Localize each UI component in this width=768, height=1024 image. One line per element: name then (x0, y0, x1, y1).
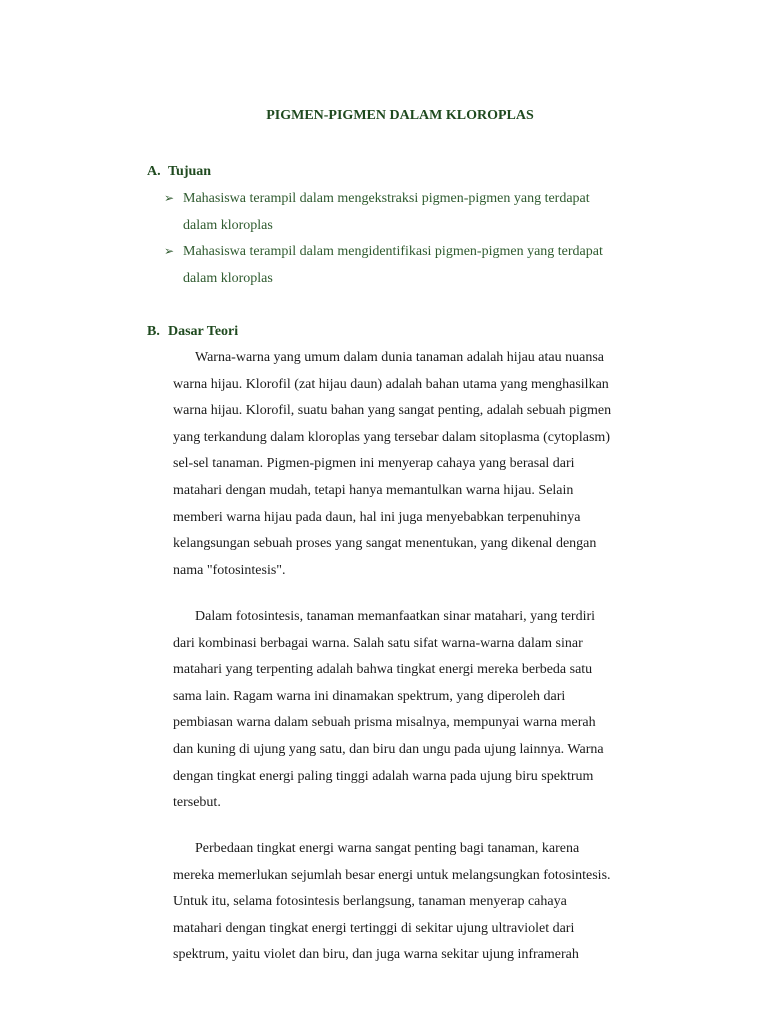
bullet-2-line-2: dalam kloroplas (183, 271, 273, 286)
paragraph-1 (173, 345, 669, 584)
arrow-bullet-icon: ➢ (164, 244, 175, 258)
paragraph-line: Dalam fotosintesis, tanaman memanfaatkan sinar matahari, yang terdiri (195, 609, 596, 624)
paragraph-line: nama "fotosintesis". (173, 562, 286, 578)
paragraph-line: kelangsungan sebuah proses yang sangat menentukan, yang dikenal dengan (173, 536, 597, 552)
paragraph-line: sama lain. Ragam warna ini dinamakan spektrum, yang diperoleh dari (173, 688, 566, 704)
paragraph-line: dari kombinasi berbagai warna. Salah satu sifat warna-warna dalam sinar (173, 635, 583, 651)
paragraph-line: tersebut. (173, 795, 221, 811)
paragraph-line: matahari dengan mudah, tetapi hanya memantulkan warna hijau. Selain (173, 482, 574, 498)
paragraph-2 (173, 604, 669, 817)
paragraph-line: warna hijau. Klorofil, suatu bahan yang sangat penting, adalah sebuah pigmen (173, 403, 612, 419)
paragraph-line: warna hijau. Klorofil (zat hijau daun) adalah bahan utama yang menghasilkan (173, 376, 609, 392)
paragraph-line: Untuk itu, selama fotosintesis berlangsung, tanaman menyerap cahaya (173, 894, 567, 910)
section-b-title: Dasar Teori (168, 324, 239, 339)
paragraph-line: dengan tingkat energi paling tinggi adalah warna pada ujung biru spektrum (173, 768, 594, 784)
paragraph-line: Warna-warna yang umum dalam dunia tanaman adalah hijau atau nuansa (195, 350, 604, 365)
section-b-letter: B. (147, 324, 160, 339)
arrow-bullet-icon: ➢ (164, 191, 175, 205)
bullet-1-line-1: Mahasiswa terampil dalam mengekstraksi pigmen-pigmen yang terdapat (183, 191, 590, 206)
paragraph-line: pembiasan warna dalam sebuah prisma misalnya, mempunyai warna merah (173, 715, 596, 731)
paragraph-line: dan kuning di ujung yang satu, dan biru dan ungu pada ujung lainnya. Warna (173, 741, 604, 757)
section-b-heading (147, 324, 238, 340)
objective-bullet-2 (164, 238, 664, 292)
paragraph-3 (173, 836, 669, 969)
paragraph-line: mereka memerlukan sejumlah besar energi untuk melangsungkan fotosintesis. (173, 867, 611, 883)
section-a-letter: A. (147, 164, 161, 179)
paragraph-line: spektrum, yaitu violet dan biru, dan juga warna sekitar ujung inframerah (173, 947, 579, 963)
paragraph-line: sel-sel tanaman. Pigmen-pigmen ini menyerap cahaya yang berasal dari (173, 456, 575, 472)
bullet-1-line-2: dalam kloroplas (183, 218, 273, 233)
paragraph-line: Perbedaan tingkat energi warna sangat penting bagi tanaman, karena (195, 841, 580, 856)
paragraph-line: yang terkandung dalam kloroplas yang tersebar dalam sitoplasma (cytoplasm) (173, 429, 610, 445)
objective-bullet-1 (164, 185, 664, 239)
paragraph-line: matahari yang terpenting adalah bahwa tingkat energi mereka berbeda satu (173, 662, 593, 678)
page-title: PIGMEN-PIGMEN DALAM KLOROPLAS (266, 108, 534, 123)
bullet-2-line-1: Mahasiswa terampil dalam mengidentifikasi pigmen-pigmen yang terdapat (183, 244, 603, 259)
section-a-heading (147, 164, 211, 180)
paragraph-line: memberi warna hijau pada daun, hal ini juga menyebabkan terpenuhinya (173, 509, 581, 525)
paragraph-line: matahari dengan tingkat energi tertinggi di sekitar ujung ultraviolet dari (173, 920, 575, 936)
section-a-title: Tujuan (168, 164, 212, 179)
